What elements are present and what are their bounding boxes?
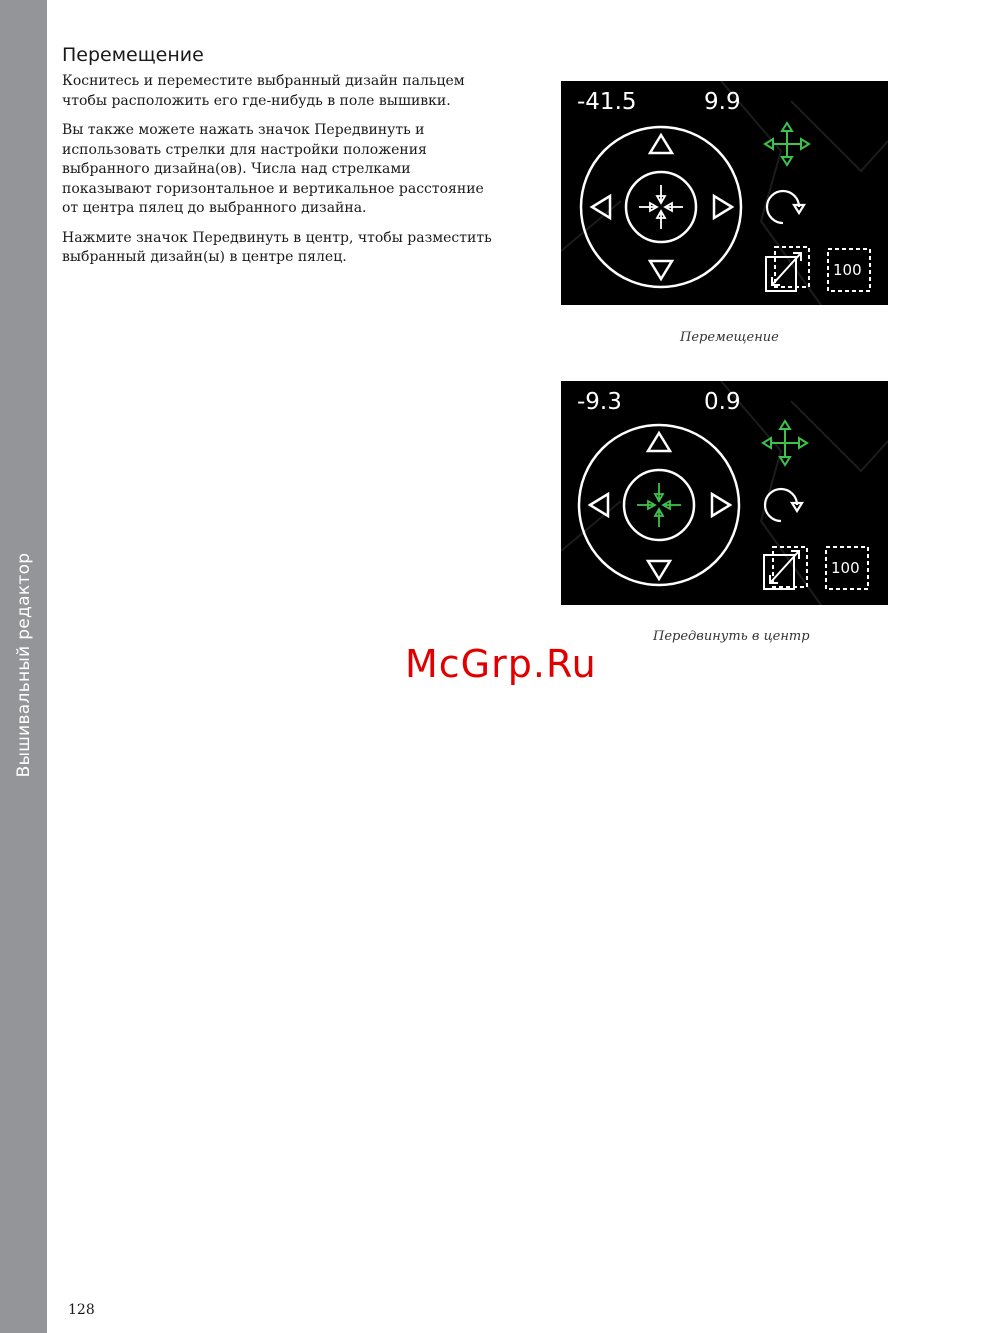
section-title: Перемещение (62, 44, 204, 66)
sidebar (0, 0, 47, 1333)
figure-caption: Передвинуть в центр (653, 629, 810, 644)
arrow-right-icon[interactable] (712, 494, 730, 516)
x-offset-value: -9.3 (577, 389, 622, 415)
scale-icon[interactable] (766, 247, 809, 291)
arrow-up-icon[interactable] (648, 433, 670, 451)
arrow-left-icon[interactable] (592, 196, 610, 218)
move-icon[interactable] (765, 123, 809, 165)
arrow-down-icon[interactable] (648, 561, 670, 579)
scale-percent-value: 100 (833, 261, 862, 279)
figure-caption: Перемещение (680, 330, 779, 345)
rotate-icon[interactable] (767, 191, 804, 223)
section-body (62, 72, 492, 278)
arrow-left-icon[interactable] (590, 494, 608, 516)
watermark: McGrp.Ru (405, 642, 597, 686)
paragraph: Коснитесь и переместите выбранный дизайн пальцем чтобы расположить его где-нибудь в поле вышивки. (62, 73, 465, 109)
scale-percent-icon[interactable] (826, 547, 868, 589)
y-offset-value: 0.9 (704, 389, 741, 415)
y-offset-value: 9.9 (704, 89, 741, 115)
page-number: 128 (68, 1302, 95, 1318)
rotate-icon[interactable] (765, 489, 802, 521)
arrow-down-icon[interactable] (650, 261, 672, 279)
x-offset-value: -41.5 (577, 89, 637, 115)
direction-pad (581, 127, 741, 287)
scale-percent-value: 100 (831, 559, 860, 577)
scale-icon[interactable] (764, 547, 807, 589)
paragraph: Вы также можете нажать значок Передвинуть и использовать стрелки для настройки положения выбранного дизайна(ов). Числа над стрелками показывают горизонтальное и вертикальное расстояние от центра пялец до выбранного дизайна. (62, 122, 484, 216)
arrow-right-icon[interactable] (714, 196, 732, 218)
arrow-up-icon[interactable] (650, 135, 672, 153)
move-to-center-icon[interactable] (624, 470, 694, 540)
center-panel-screenshot (561, 381, 888, 605)
scale-percent-icon[interactable] (828, 249, 870, 291)
move-to-center-icon[interactable] (626, 172, 696, 242)
move-icon[interactable] (763, 421, 807, 465)
sidebar-chapter-label: Вышивальный редактор (14, 552, 34, 778)
paragraph: Нажмите значок Передвинуть в центр, чтобы разместить выбранный дизайн(ы) в центре пялец. (62, 229, 492, 265)
move-panel-screenshot (561, 81, 888, 305)
